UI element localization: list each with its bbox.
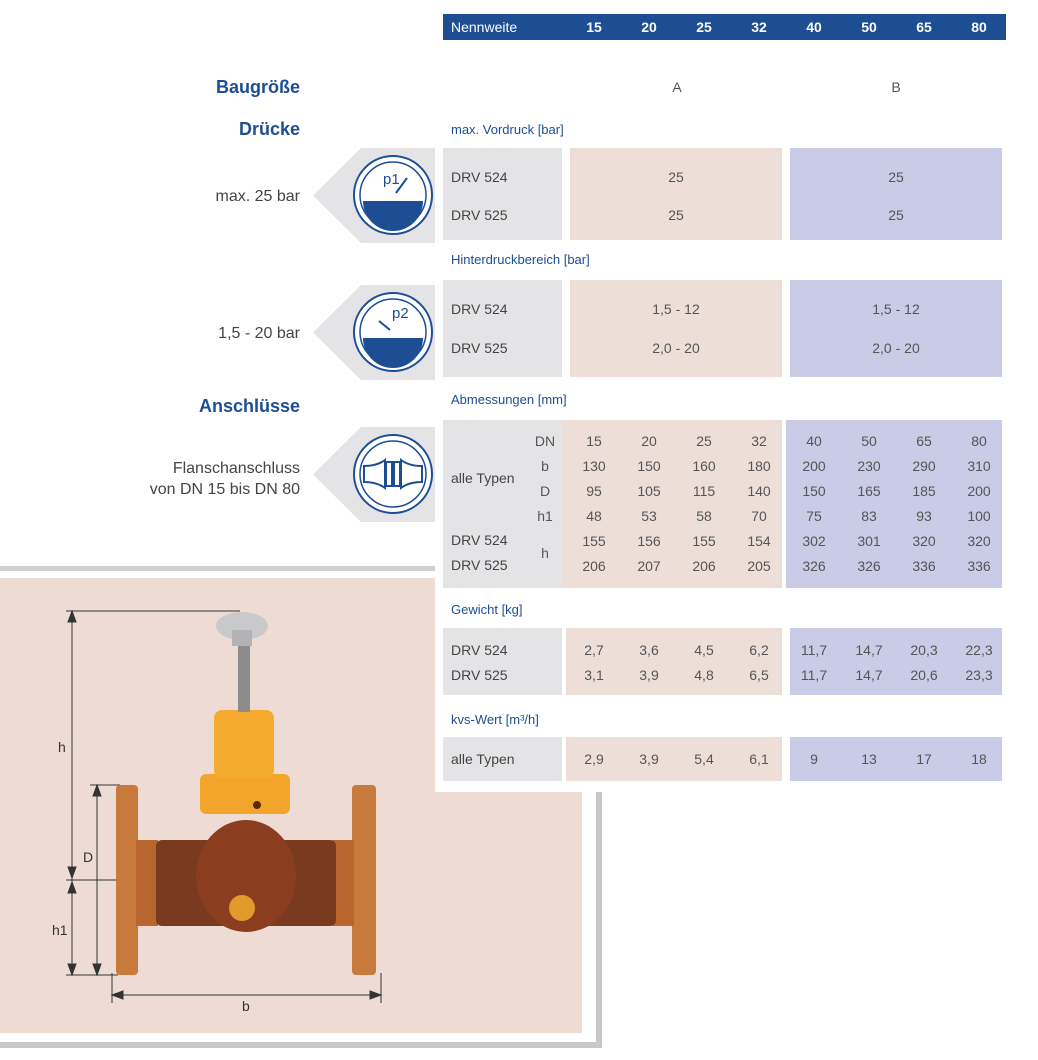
dimension-value: 80 [971,433,987,449]
pressure-out-range-b [790,280,1002,377]
pressure-out-summary: 1,5 - 20 bar [218,325,300,342]
size-group-a: A [672,79,682,95]
row-type: alle Typen [451,751,515,767]
dimension-key: D [539,483,551,499]
dimension-value: 83 [861,508,877,524]
dimension-value: 302 [802,533,826,549]
header-size: 80 [971,19,987,35]
dimension-value: 200 [802,458,826,474]
dimension-value: 326 [857,558,881,574]
weight-value: 3,6 [639,642,659,658]
weight-range-b [790,628,1002,695]
dimension-value: 130 [582,458,606,474]
dimension-value: 93 [916,508,932,524]
dimension-value: 206 [692,558,716,574]
weight-type-column [443,628,562,695]
dimension-value: 326 [802,558,826,574]
header-size: 65 [916,19,932,35]
pressure-in-type-column [443,148,562,240]
kvs-value: 6,1 [749,751,769,767]
dim-label-h1: h1 [52,922,68,938]
size-group-b: B [891,79,901,95]
nominal-size-header [443,14,1006,40]
dimension-value: 15 [586,433,602,449]
pressure-range: 1,5 - 12 [872,301,920,317]
header-size: 25 [696,19,712,35]
frame-right [596,790,602,1048]
kvs-value: 3,9 [639,751,659,767]
weight-value: 2,7 [584,642,604,658]
kvs-value: 2,9 [584,751,604,767]
pressure-value: 25 [888,207,904,223]
weight-value: 4,8 [694,667,714,683]
connection-summary-line2: von DN 15 bis DN 80 [149,481,300,498]
pressure-out-subtitle: Hinterdruckbereich [bar] [451,252,590,267]
dimension-value: 200 [967,483,991,499]
weight-value: 6,5 [749,667,769,683]
pressure-value: 25 [668,207,684,223]
row-type: DRV 525 [451,340,508,356]
weight-value: 6,2 [749,642,769,658]
row-type: DRV 525 [451,557,508,573]
row-type: DRV 525 [451,667,508,683]
dimension-value: 154 [747,533,771,549]
dimension-value: 115 [692,483,716,499]
pressure-value: 25 [668,169,684,185]
pressure-in-range-a [570,148,782,240]
dimension-value: 50 [861,433,877,449]
pressure-value: 25 [888,169,904,185]
dimension-value: 20 [641,433,657,449]
flange-connection-icon [352,433,434,515]
kvs-value: 5,4 [694,751,714,767]
row-type: DRV 524 [451,642,508,658]
header-label: Nennweite [451,19,518,35]
weight-value: 3,1 [584,667,604,683]
dimension-key: DN [534,433,556,449]
dimension-value: 301 [857,533,881,549]
kvs-value: 9 [810,751,818,767]
dim-label-D: D [83,849,94,865]
p2-label: p2 [392,305,409,322]
dimension-value: 165 [857,483,881,499]
weight-value: 14,7 [855,642,883,658]
weight-range-a [566,628,782,695]
header-size: 50 [861,19,877,35]
dimension-value: 53 [641,508,657,524]
dimension-value: 230 [857,458,881,474]
pressure-range: 2,0 - 20 [652,340,700,356]
dim-label-b: b [242,998,250,1014]
pressure-in-range-b [790,148,1002,240]
kvs-value: 17 [916,751,932,767]
dimension-value: 95 [586,483,602,499]
header-size: 40 [806,19,822,35]
dimension-key: h [541,545,549,561]
dimension-value: 185 [912,483,936,499]
dimension-key: h1 [537,508,553,524]
dimension-value: 336 [912,558,936,574]
dimension-value: 320 [967,533,991,549]
header-size: 32 [751,19,767,35]
row-type: DRV 525 [451,207,508,223]
dimension-key: b [541,458,549,474]
pressure-in-summary: max. 25 bar [215,188,300,205]
kvs-subtitle: kvs-Wert [m³/h] [451,712,539,727]
dimension-value: 105 [637,483,661,499]
dimension-value: 206 [582,558,606,574]
weight-value: 11,7 [800,642,828,658]
dimension-value: 65 [916,433,932,449]
dimension-value: 40 [806,433,822,449]
weight-value: 23,3 [965,667,993,683]
p1-label: p1 [383,171,400,188]
dimension-value: 320 [912,533,936,549]
dimension-value: 25 [696,433,712,449]
pressure-gauge-p1-icon [352,154,434,236]
dimension-value: 32 [751,433,767,449]
dimensions-subtitle: Abmessungen [mm] [451,392,567,407]
weight-value: 20,3 [910,642,938,658]
heading-baugroesse: Baugröße [215,77,300,97]
weight-subtitle: Gewicht [kg] [451,602,523,617]
weight-value: 3,9 [639,667,659,683]
weight-value: 11,7 [800,667,828,683]
dimension-value: 150 [637,458,661,474]
dimension-value: 155 [692,533,716,549]
pressure-out-type-column [443,280,562,377]
header-size: 20 [641,19,657,35]
dimension-value: 140 [747,483,771,499]
pressure-range: 1,5 - 12 [652,301,700,317]
dimension-value: 205 [747,558,771,574]
weight-value: 22,3 [965,642,993,658]
connection-summary-line1: Flanschanschluss [172,460,300,477]
row-type: DRV 524 [451,301,508,317]
pressure-out-range-a [570,280,782,377]
dimension-value: 150 [802,483,826,499]
heading-anschluesse: Anschlüsse [198,396,300,416]
frame-bottom [0,1042,602,1048]
heading-druecke: Drücke [238,119,300,139]
row-type: DRV 524 [451,532,508,548]
dimension-value: 160 [692,458,716,474]
header-size: 15 [586,19,602,35]
pressure-in-subtitle: max. Vordruck [bar] [451,122,564,137]
weight-value: 4,5 [694,642,714,658]
dim-label-h: h [58,739,66,755]
all-types-label: alle Typen [451,470,515,486]
dimension-value: 290 [912,458,936,474]
dimension-value: 156 [637,533,661,549]
dimension-value: 180 [747,458,771,474]
frame-top-line [0,566,440,571]
dimension-value: 100 [967,508,991,524]
dimension-value: 336 [967,558,991,574]
weight-value: 20,6 [910,667,938,683]
dimension-value: 58 [696,508,712,524]
dimension-value: 70 [751,508,767,524]
kvs-value: 18 [971,751,987,767]
dimension-value: 48 [586,508,602,524]
weight-value: 14,7 [855,667,883,683]
pressure-gauge-p2-icon [352,291,434,373]
row-type: DRV 524 [451,169,508,185]
dimension-value: 207 [637,558,661,574]
dimension-value: 310 [967,458,991,474]
pressure-range: 2,0 - 20 [872,340,920,356]
kvs-value: 13 [861,751,877,767]
dimension-value: 155 [582,533,606,549]
dimension-value: 75 [806,508,822,524]
